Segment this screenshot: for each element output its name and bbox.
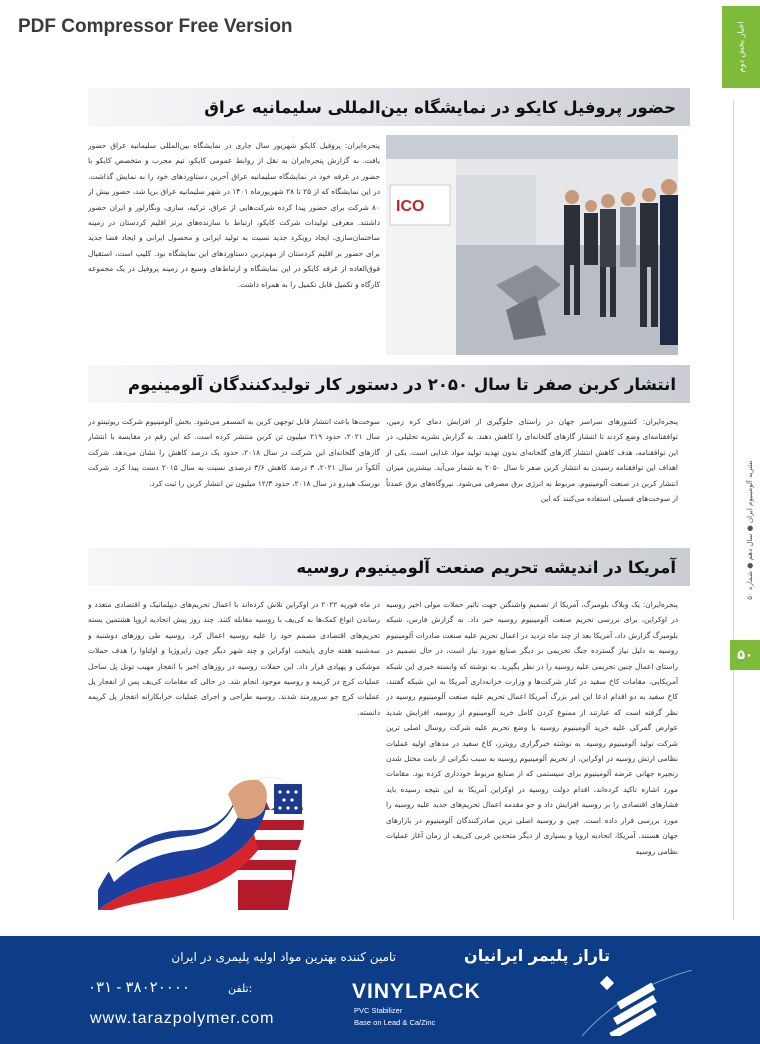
ad-brand: تاراز پلیمر ایرانیان: [464, 946, 610, 965]
ad-website-link[interactable]: www.tarazpolymer.com: [90, 1010, 275, 1027]
article1-headline-bar: [88, 88, 690, 126]
article3-col-left-text: در ماه فوریه ۲۰۲۲ در اوکراین تلاش کرده‌اند با اعمال تحریم‌های دیپلماتیک و اقتصادی متعدد و رساندن انواع کمک‌ها به کی‌یف با روسیه مقابله کنند. چند روز پیش اتحادیه اروپا هشتمین بسته تحریم‌های اقتصادی مصمم خود را علیه روسیه اعمال کرد. روسیه طی روزهای دوشنبه و سه‌شنبه هفته جاری پایتخت اوکراین و چند شهر دیگر چون زاپروژیا و اولتاوا را هدف حملات موشکی و پهپادی قرار داد. این حملات روسیه در روزهای اخیر با انفجار مهیب تونل پل ساحل عملیات کرچ در کریمه و روسیه موجود انجام شد. در حالی که مقامات کی‌یف پس از انفجار پل عملیات کرچ جو سرورمند شدند. روسیه طراحی و اجرای عملیات خرابکارانه انفجار پل کریمه دانسته.: [88, 600, 380, 717]
article2-title: انتشار کربن صفر تا سال ۲۰۵۰ در دستور کار تولیدکنندگان آلومینیوم: [128, 374, 676, 394]
article2-col-left: [88, 414, 380, 542]
advertisement-banner: [0, 936, 760, 1044]
page-number: ۵۰: [730, 640, 760, 670]
svg-text:ICO: ICO: [396, 198, 425, 215]
article1-title: حضور پروفیل کایکو در نمایشگاه بین‌المللی سلیمانیه عراق: [204, 97, 676, 117]
article3-col-right: [386, 597, 678, 927]
ad-product-sub2: Base on Lead & Ca/Zinc: [354, 1018, 436, 1027]
running-head: [744, 430, 756, 630]
article1-body: [88, 138, 380, 354]
article1-body-text: پنجره‌ایران: پروفیل کایکو شهریور سال جاری در نمایشگاه بین‌المللی سلیمانیه عراق حضور یافت. به گزارش پنجره‌ایران به نقل از روابط عمومی کایکو، تیم مجرب و متخصص کایکو با حضور در غرفه خود در نمایشگاه سلیمانیه عراق آخرین دستاوردهای خود را به نمایش گذاشت. در این نمایشگاه که از ۲۵ تا ۲۸ شهریورماه ۱۴۰۱ در شهر سلیمانیه عراق برپا شد، حضور بیش از ۸۰ شرکت برای حضور پیدا کرده شرکت‌هایی از عراق، ترکیه، سازی، ونگارلور و ایران حضور داشتند. معرفی تولیدات شرکت کایکو، ارتباط با سازنده‌های برتر اقلیم کردستان در زمینه ساختمان‌سازی، ایجاد رویکرد جدید نسبت به تولید ایرانی و محصول ایرانی و ایجاد فضا جدید برای حضور بر اقلیم کردستان از مهم‌ترین دستاوردهای این نمایشگاه بود. کلیپ است، استقبال فوق‌العاده از غرفه کایکو در این نمایشگاه و ارتباط‌های وسیع در زمینه پروفیل در یک مجموعه کارگاه و تکمیل قابل تکمیل را به همراه داشت.: [88, 141, 380, 289]
article2-headline-bar: [88, 365, 690, 403]
ad-phone-label: تلفن:: [228, 982, 253, 995]
section-tab: [722, 6, 760, 88]
ad-phone: ۰۳۱ - ۳۸۰۲۰۰۰۰: [88, 979, 190, 996]
exhibition-photo: [386, 135, 678, 355]
ad-product-name: VINYLPACK: [352, 980, 481, 1003]
article2-col-left-text: سوخت‌ها باعث انتشار قابل توجهی کربن به اتمسفر می‌شود. بخش آلومینیوم شرکت ریوتینتو در سال ۲۰۲۱، حدود ۲۱۹ میلیون تن کربن منتشر کرده است. که این رقم در مقایسه با انتشار گازهای گلخانه‌ای این شرکت در سال ۲۰۱۸، حدود یک درصد کاهش را نشان می‌دهد. شرکت آلکوآ در سال ۲۰۲۱، ۳ درصد کاهش ۳/۶ درصدی نسبت به سال ۲۰۱۵ دست پیدا کرد. شرکت نورسک هیدرو در سال ۲۰۱۸، حدود ۱۲/۳ میلیون تن انتشار کربن را ثبت کرد.: [88, 417, 380, 488]
article3-col-left: [88, 597, 380, 765]
exhibition-photo-image: [386, 135, 678, 355]
article2-col-right: [386, 414, 678, 542]
arm-wrestling-illustration: [88, 770, 380, 910]
arm-wrestling-image: [88, 770, 380, 910]
section-tab-label: اخبار بخش دوم: [736, 21, 746, 73]
ad-tagline: تامین کننده بهترین مواد اولیه پلیمری در ایران: [171, 950, 396, 964]
article3-col-right-text: پنجره‌ایران: یک وبلاگ بلومبرگ، آمریکا از تصمیم واشنگتن جهت تاثیر حملات مولی اخیر روسیه در اوکراین، برای بررسی تحریم صنعت آلومینیوم روسیه خبر داد. به گزارش فارس، شبکه بلومبرگ گزارش داد، آمریکا بعد از چند ماه تردید در اعمال تحریم علیه صنعت صادرات آلومینیوم روسیه به دلیل نیاز گسترده جنگ تحریمی بر دیگر صنایع مورد نیاز است، در حال تصمیم در راستای اعمال چنین تحریمی علیه روسیه را در نظر بگیرید. به نوشته که وابسته خبری این شبکه آمریکایی، مقامات کاخ سفید در کنار شرکت‌ها و وزارت خزانه‌داری آمریکا به این شبکه گفتند، کاخ سفید به دو اقدام ادعا این امر بزرگ آمریکا اعمال تحریم علیه صنعت آلومینیوم روسیه در نظر گرفته است که عبارتند از ممنوع کردن کامل خرید آلومینیوم از روسیه، افزایش شدید عوارض گمرکی علیه خرید آلومینیوم روسیه یا وضع تحریم علیه شرکت روسال اصلی ترین شرکت تولید آلومینیوم روسیه. به نوشته خبرگزاری رویترز، کاخ سفید در مدهای اولیه عملیات نظامی ارتش روسیه در اوکراین، از تحریم آلومینیوم روسیه به سبب نگرانی از بابت مختل شدن زنجیره جهانی عرضه آلومینیوم برای سیستمی که از صنایع مربوط خودداری کرده بود. مقامات مورد اشاره تاکید کرده‌اند، اقدام دولت روسیه در اوکراین آمریکا به این نتیجه رسیده باید فشارهای اقتصادی را بر روسیه افزایش داد و جو مقدمه اعمال تحریم‌های جدید علیه روسیه را مورد بررسی قرار داده است. چین و روسیه اصلی ترین صادرکنندگان آلومینیوم در بازارهای جهان هستند. آمریکا، اتحادیه اروپا و بسیاری از دیگر متحدین غربی کی‌یف از زمان آغاز عملیات نظامی روسیه: [386, 600, 678, 856]
ad-product-sub1: PVC Stabilizer: [354, 1006, 403, 1015]
watermark: PDF Compressor Free Version: [18, 16, 293, 37]
side-divider: [733, 100, 734, 920]
article2-col-right-text: پنجره‌ایران: کشورهای سراسر جهان در راستای جلوگیری از افزایش دمای کره زمین، توافقنامه‌ای وضع کردند تا انتشار گازهای گلخانه‌ای را کاهش دهند. به گزارش نشریه تحلیلی، در این توافقنامه، هدف کاهش انتشار گازهای گلخانه‌ای بدون تهدید تولید مواد غذایی است. یکی از اهداف این توافقنامه رسیدن به انتشار کربن صفر تا سال ۲۰۵۰ به شمار می‌آید. بیشترین میزان انتشار کربن در صنعت آلومینیوم، مربوط به انرژی برق مصرفی می‌شود. نیروگاه‌های برق عمدتاً از سوخت‌های فسیلی استفاده می‌کنند که این: [386, 417, 678, 504]
article3-title: آمریکا در اندیشه تحریم صنعت آلومینیوم روسیه: [296, 557, 676, 577]
article3-headline-bar: [88, 548, 690, 586]
running-head-label: نشریه آلومینیوم ایران ● سال دهم ● شماره ۵۰: [746, 460, 754, 600]
taraz-logo-icon: [582, 970, 692, 1036]
